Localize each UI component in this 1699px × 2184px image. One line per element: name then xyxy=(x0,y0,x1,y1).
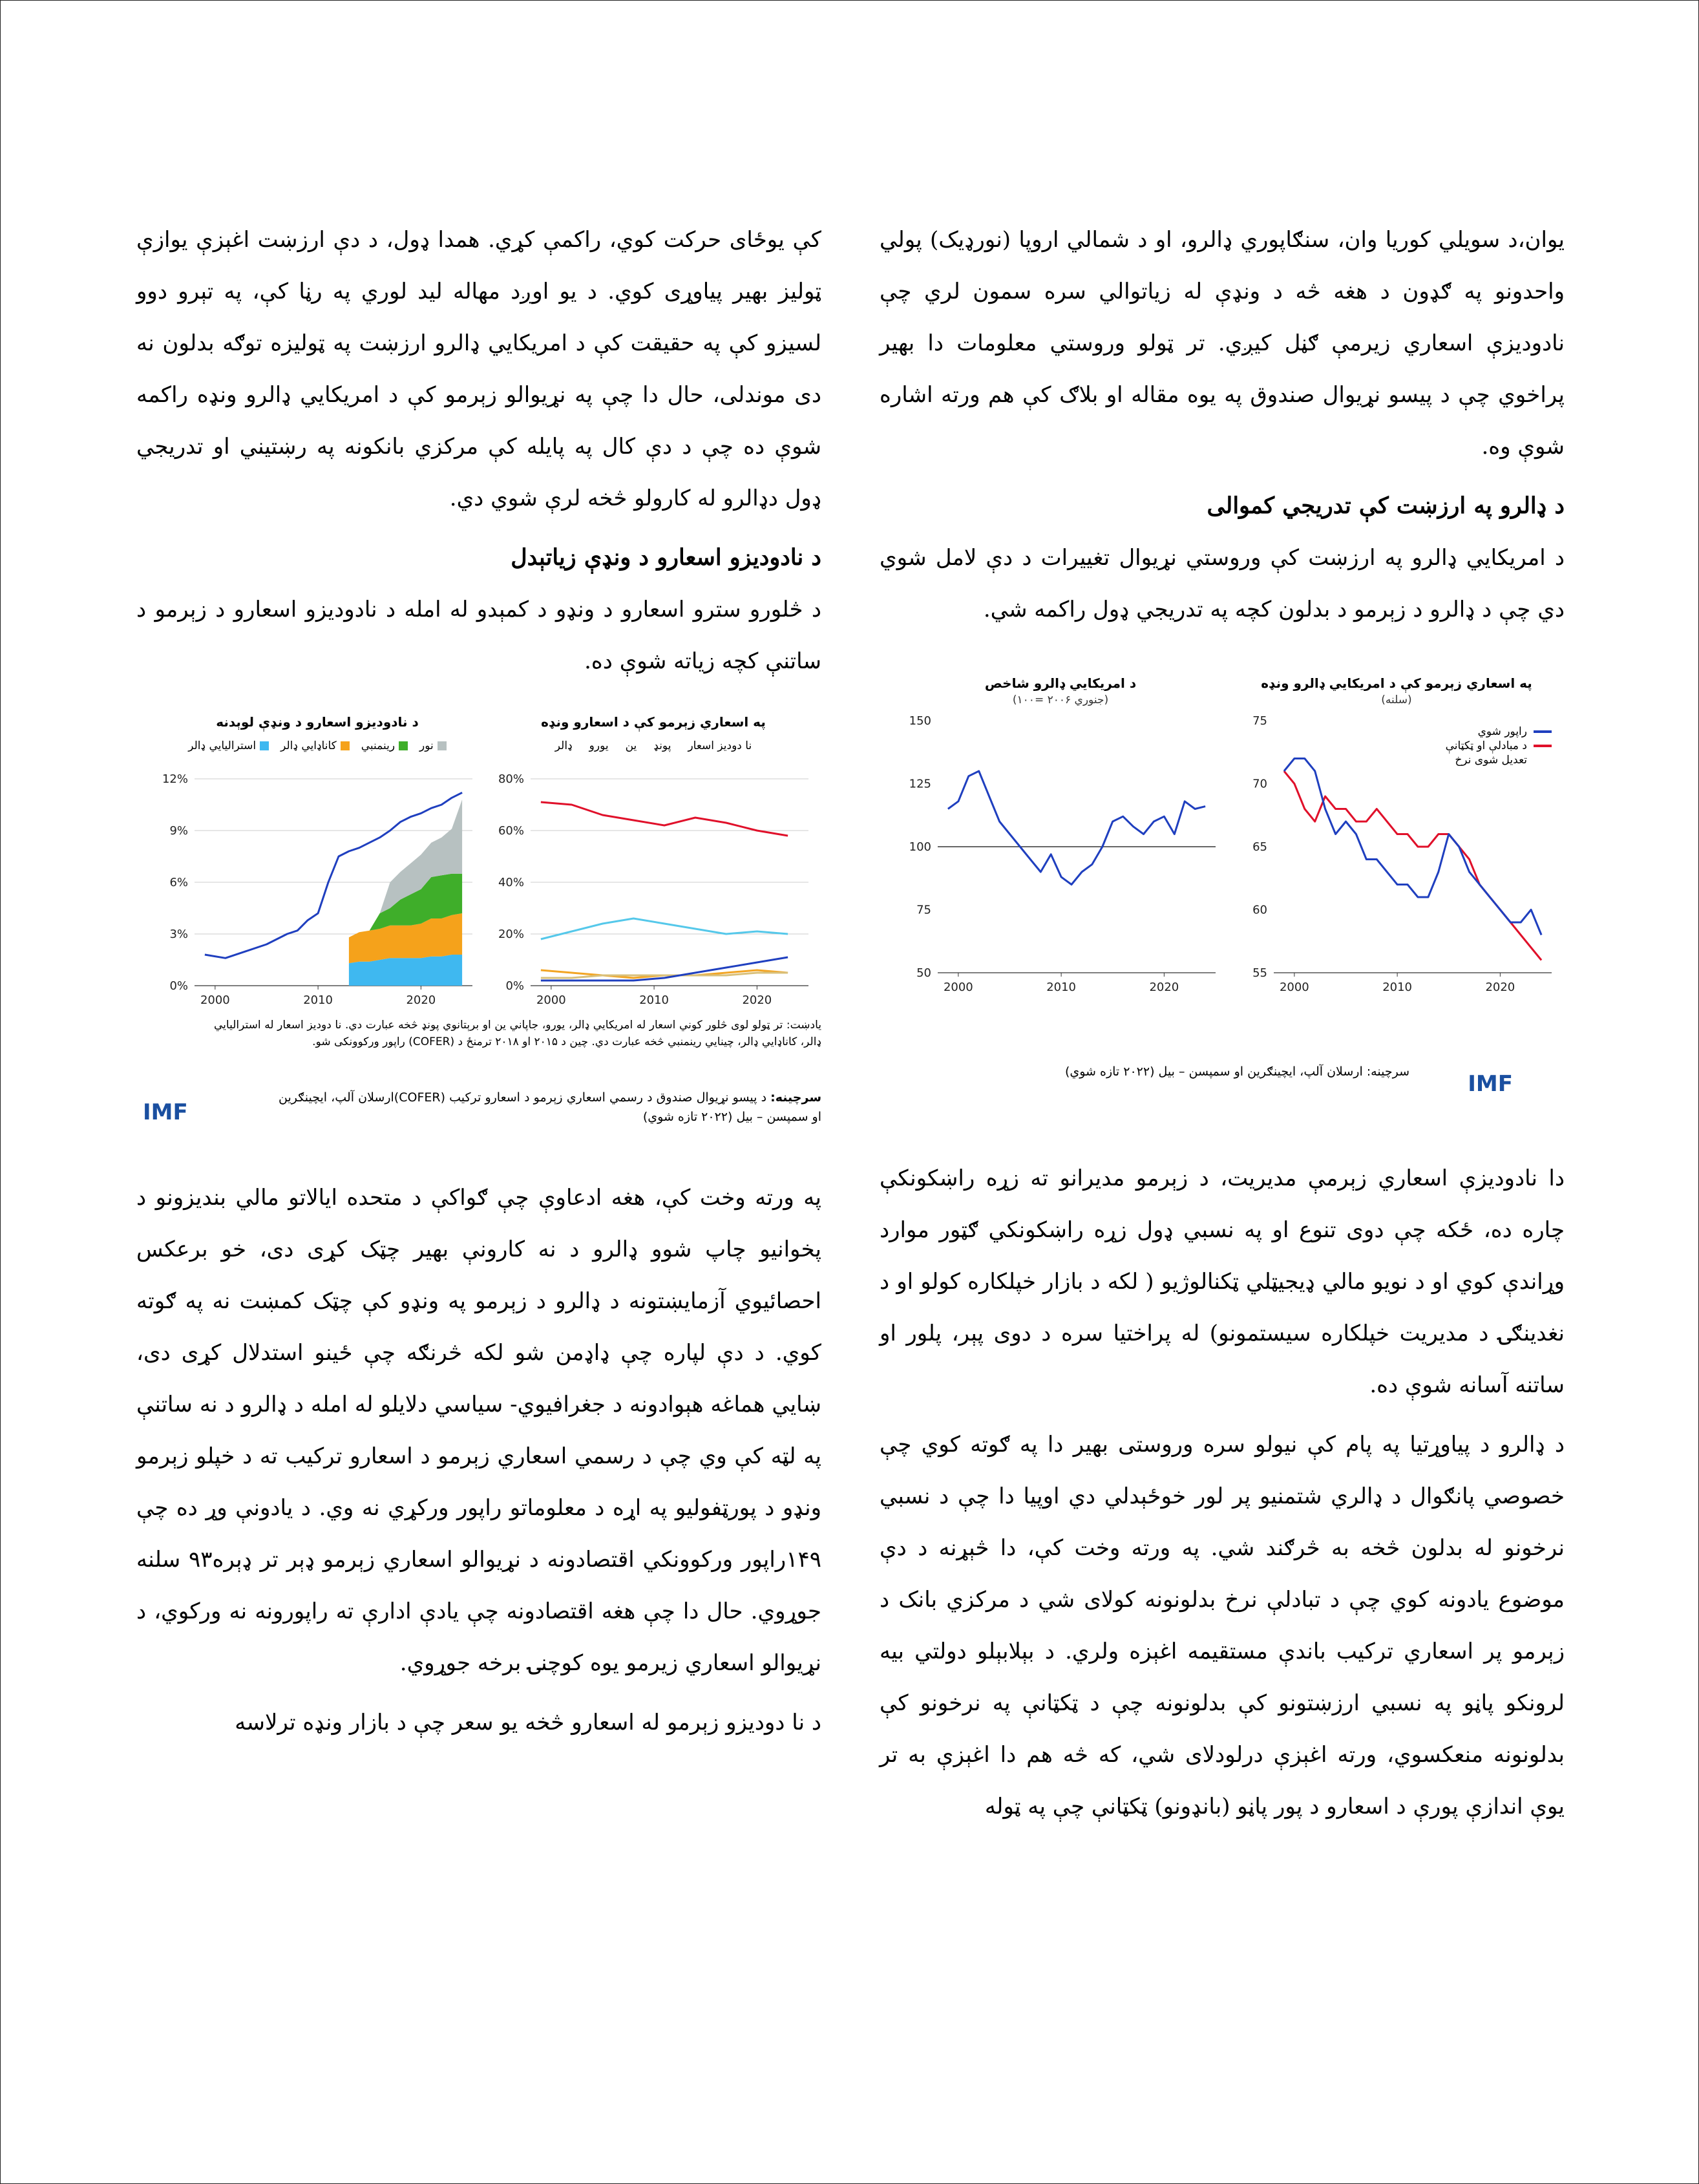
chart-legend xyxy=(485,739,821,753)
x-tick-label: 2000 xyxy=(943,981,973,994)
chart-title: د نادودیزو اسعارو د ونډې لوېدنه xyxy=(216,714,419,730)
chart-panel-nontrad xyxy=(149,713,485,1024)
chart-subtitle: (سلنه) xyxy=(1381,694,1412,706)
x-tick-label: 2010 xyxy=(639,993,670,1007)
chart-dollar-index xyxy=(892,708,1229,1018)
legend-swatch xyxy=(1534,745,1552,747)
chart-title: په اسعاري زېرمو کې د اسعارو ونډه xyxy=(541,714,766,730)
legend-swatch xyxy=(438,741,447,750)
x-tick-label: 2020 xyxy=(406,993,436,1007)
legend-label: استرالیایي ډالر xyxy=(188,739,257,752)
y-tick-label: 70 xyxy=(1252,777,1267,791)
chart-legend xyxy=(1397,725,1552,767)
legend-item xyxy=(280,739,350,753)
chart-panel-currency-shares xyxy=(485,713,821,1024)
chart-currency-shares xyxy=(485,753,821,1024)
source-label: سرچینه: xyxy=(770,1090,822,1105)
legend-item xyxy=(419,739,447,753)
y-tick-label: 65 xyxy=(1252,840,1267,854)
legend-label: نا دودیز اسعار xyxy=(688,739,752,752)
legend-label: کاناډایي ډالر xyxy=(280,739,337,752)
legend-swatch xyxy=(341,741,350,750)
x-tick-label: 2010 xyxy=(1046,981,1077,994)
chart-legend xyxy=(149,739,485,753)
y-tick-label: 55 xyxy=(1252,966,1267,980)
legend-label: ډالر xyxy=(554,739,573,752)
chart-title: د امریکایي ډالرو شاخص xyxy=(984,675,1137,691)
legend-swatch xyxy=(399,741,408,750)
y-tick-label: 150 xyxy=(909,714,931,728)
y-tick-label: 75 xyxy=(916,903,931,917)
x-tick-label: 2020 xyxy=(1485,981,1515,994)
series-line-eur xyxy=(541,918,788,939)
paragraph: په ورته وخت کې، هغه ادعاوې چې ګواکې د متحده ایالاتو مالي بندیزونو د پخوانیو چاپ شوو ډالرو د نه کارونې بهیر چټک کړی دی، خو برعکس احصائیوي آزمایښتونه د ډالرو د زېرمو په ونډو کې چټک کمښت نه په ګوته کوي. د دې لپاره چې ډاډمن شو لکه څرنګه چې ځینو استدلال کړی دی، ښایي هماغه هېوادونه د جغرافیوي- سیاسي دلایلو له امله د ډالرو د نه ساتنې په لټه کې وي چې د رسمي اسعاري زېرمو د اسعارو ترکیب ته د خپلو زېرمو ونډو د پورټفولیو په اړه د معلوماتو راپور ورکړي نه وي. د یادونې وړ ده چې ۱۴۹راپور ورکوونکي اقتصادونه د نړیوالو اسعاري زېرمو ډېر تر ډېره۹۳ سلنه جوړوي. حال دا چې هغه اقتصادونه چې یادې ادارې ته راپورونه نه ورکوي، د نړیوالو اسعاري زیرمو یوه کوچنۍ برخه جوړوي. xyxy=(136,1185,822,1676)
legend-item xyxy=(188,739,269,753)
y-tick-label: 0% xyxy=(505,979,524,993)
imf-logo: IMF xyxy=(1468,1071,1513,1097)
legend-label: راپور شوي xyxy=(1477,725,1527,738)
paragraph: د نا دودیزو زېرمو له اسعارو څخه یو سعر چې د بازار ونډه ترلاسه xyxy=(235,1710,821,1735)
series-line-reported xyxy=(1284,759,1541,935)
y-tick-label: 60% xyxy=(498,824,524,838)
legend-swatch xyxy=(260,741,269,750)
y-tick-label: 80% xyxy=(498,772,524,786)
legend-label: پونډ xyxy=(653,739,671,752)
y-tick-label: 3% xyxy=(169,928,188,941)
section-heading: د ډالرو په ارزښت کې تدریجي کموالی xyxy=(1207,493,1565,519)
legend-item-adjusted xyxy=(1397,739,1552,753)
x-tick-label: 2020 xyxy=(1149,981,1179,994)
x-tick-label: 2000 xyxy=(536,993,566,1007)
legend-item xyxy=(361,739,408,753)
right-column xyxy=(880,214,1565,1840)
y-tick-label: 20% xyxy=(498,928,524,941)
y-tick-label: 75 xyxy=(1252,714,1267,728)
x-tick-label: 2010 xyxy=(1382,981,1413,994)
chart-title: په اسعاري زېرمو کې د امریکایي ډالرو ونډه xyxy=(1261,675,1532,691)
imf-logo: IMF xyxy=(143,1099,188,1125)
paragraph: د څلورو سترو اسعارو د ونډو د کمېدو له امله د نادودیزو اسعارو د زېرمو د ساتنې کچه زیاته شوې ده. xyxy=(136,597,821,674)
x-tick-label: 2010 xyxy=(303,993,333,1007)
legend-label: یورو xyxy=(589,739,609,752)
figure-note: یادښت: تر ټولو لوی څلور کوني اسعار له امریکایي ډالر، یورو، جاپاني ین او برېتانوي پونډ څخه عبارت دي. نا دودیز اسعار له استرالیایي ډالر، کاناډایي ډالر، چینایي رینمنبي څخه عبارت دي. چین د ۲۰۱۵ او ۲۰۱۸ ترمنځ د (COFER) راپور ورکوونکی شو. xyxy=(214,1019,821,1048)
y-tick-label: 6% xyxy=(169,876,188,889)
y-tick-label: 50 xyxy=(916,966,931,980)
series-line-dollar-index xyxy=(948,771,1205,885)
paragraph: دا نادودیزې اسعاري زېرمې مدیریت، د زېرمو مدیرانو ته زړه راښکونکې چاره ده، ځکه چې دوی تنوع او په نسبي ډول زړه راښکونکي ګټور موارد وړاندې کوي او د نویو مالي ډیجیټلي ټکنالوژیو ( لکه د بازار خپلکاره کولو او د نغدینګۍ د مدیریت خپلکاره سیستمونو) له پراختیا سره د دوی پېر، پلور او ساتنه آسانه شوې ده. xyxy=(880,1165,1565,1398)
figure-currency-shares xyxy=(136,713,821,1159)
paragraph: یوان،د سویلي کوریا وان، سنګاپوري ډالرو، او د شمالي اروپا (نورډیک) پولي واحدونو په ګډون د هغه څه د ونډې له زیاتوالي سره سمون لري چې نادودیزې اسعاري زیرمې ګڼل کیږي. تر ټولو وروستي معلومات دا بهیر پراخوي چې د پیسو نړیوال صندوق په یوه مقاله او بلاګ کې هم ورته اشاره شوې وه. xyxy=(880,227,1565,460)
legend-label: نور xyxy=(419,739,434,752)
y-tick-label: 100 xyxy=(909,840,931,854)
y-tick-label: 12% xyxy=(162,772,188,786)
left-column xyxy=(136,214,821,1756)
chart-panel-dollar-share xyxy=(1229,674,1565,1018)
y-tick-label: 125 xyxy=(909,777,931,791)
paragraph: د ډالرو د پیاوړتیا په پام کې نیولو سره وروستی بهیر دا په ګوته کوي چې خصوصي پانګوال د ډالري شتمنیو پر لور خوځېدلي دي اوپیا دا چې د نسبي نرخونو له بدلون څخه به څرګند شي. په ورته وخت کې، دا څېړنه د دې موضوع یادونه کوي چې د تبادلې نرخ بدلونونه کولای شي د مرکزي بانک د زېرمو پر اسعاري ترکیب باندې مستقیمه اغېزه ولري. د بېلابېلو دولتي بیه لرونکو پاڼو په نسبي ارزښتونو کې بدلونونه چې د ټکټانې په نرخونو کې بدلونونه منعکسوي، ورته اغېزې درلودلای شي، که څه هم دا اغېزې به تر یوې اندازې پورې د اسعارو د پور پاڼو (بانډونو) ټکټانې چې په ټوله xyxy=(880,1432,1565,1819)
paragraph: د امریکایي ډالرو په ارزښت کې وروستي نړیوال تغییرات د دې لامل شوي دي چې د ډالرو د زېرمو د بدلون کچه په تدریجي ډول راکمه شي. xyxy=(880,545,1565,622)
x-tick-label: 2000 xyxy=(200,993,230,1007)
legend-label: ین xyxy=(625,739,637,752)
legend-label: رینمنبي xyxy=(361,739,396,752)
section-heading: د نادودیزو اسعارو د ونډې زیاتېدل xyxy=(511,544,821,571)
x-tick-label: 2000 xyxy=(1279,981,1309,994)
figure-source: سرچینه: ارسلان آلپ، ایچینګرین او سمپسن – بیل (۲۰۲۲ تازه شوي) xyxy=(1064,1065,1409,1079)
y-tick-label: 9% xyxy=(169,824,188,838)
figure-dollar-share xyxy=(880,674,1565,1127)
x-tick-label: 2020 xyxy=(742,993,772,1007)
source-text: د پیسو نړیوال صندوق د رسمي اسعاري زېرمو د اسعارو ترکیب (COFER)ارسلان آلپ، ایچینګرین او سمپسن – بیل (۲۰۲۲ تازه شوي) xyxy=(279,1090,821,1124)
chart-panel-dollar-index xyxy=(892,674,1229,1018)
legend-item-reported xyxy=(1397,725,1552,739)
y-tick-label: 40% xyxy=(498,876,524,889)
chart-nontrad xyxy=(149,753,485,1024)
legend-label: د مبادلې او ټکټانې xyxy=(1445,739,1527,752)
chart-subtitle: (جنوري ۲۰۰۶ =۱۰۰) xyxy=(1012,694,1109,706)
paragraph: کې یوځای حرکت کوي، راکمې کړي. همدا ډول، د دې ارزښت اغېزې یوازې ټولیز بهیر پیاوړی کوي. د یو اوږد مهاله لید لوري په رڼا کې، په تېرو دوو لسیزو کې په حقیقت کې د امریکایي ډالرو ارزښت په ټولیزه توګه بدلون نه دی موندلی، حال دا چې په نړیوالو زېرمو کې د امریکایي ډالرو ونډه راکمه شوې ده چې د دې کال په پایله کې مرکزي بانکونه په رښتیني او تدریجي ډول دډالرو له کارولو څخه لرې شوي دي. xyxy=(136,227,821,511)
y-tick-label: 60 xyxy=(1252,903,1267,917)
y-tick-label: 0% xyxy=(169,979,188,993)
legend-swatch xyxy=(1534,730,1552,733)
legend-label-continued: تعدیل شوی نرخ xyxy=(1455,754,1527,767)
figure-source xyxy=(279,1088,821,1127)
